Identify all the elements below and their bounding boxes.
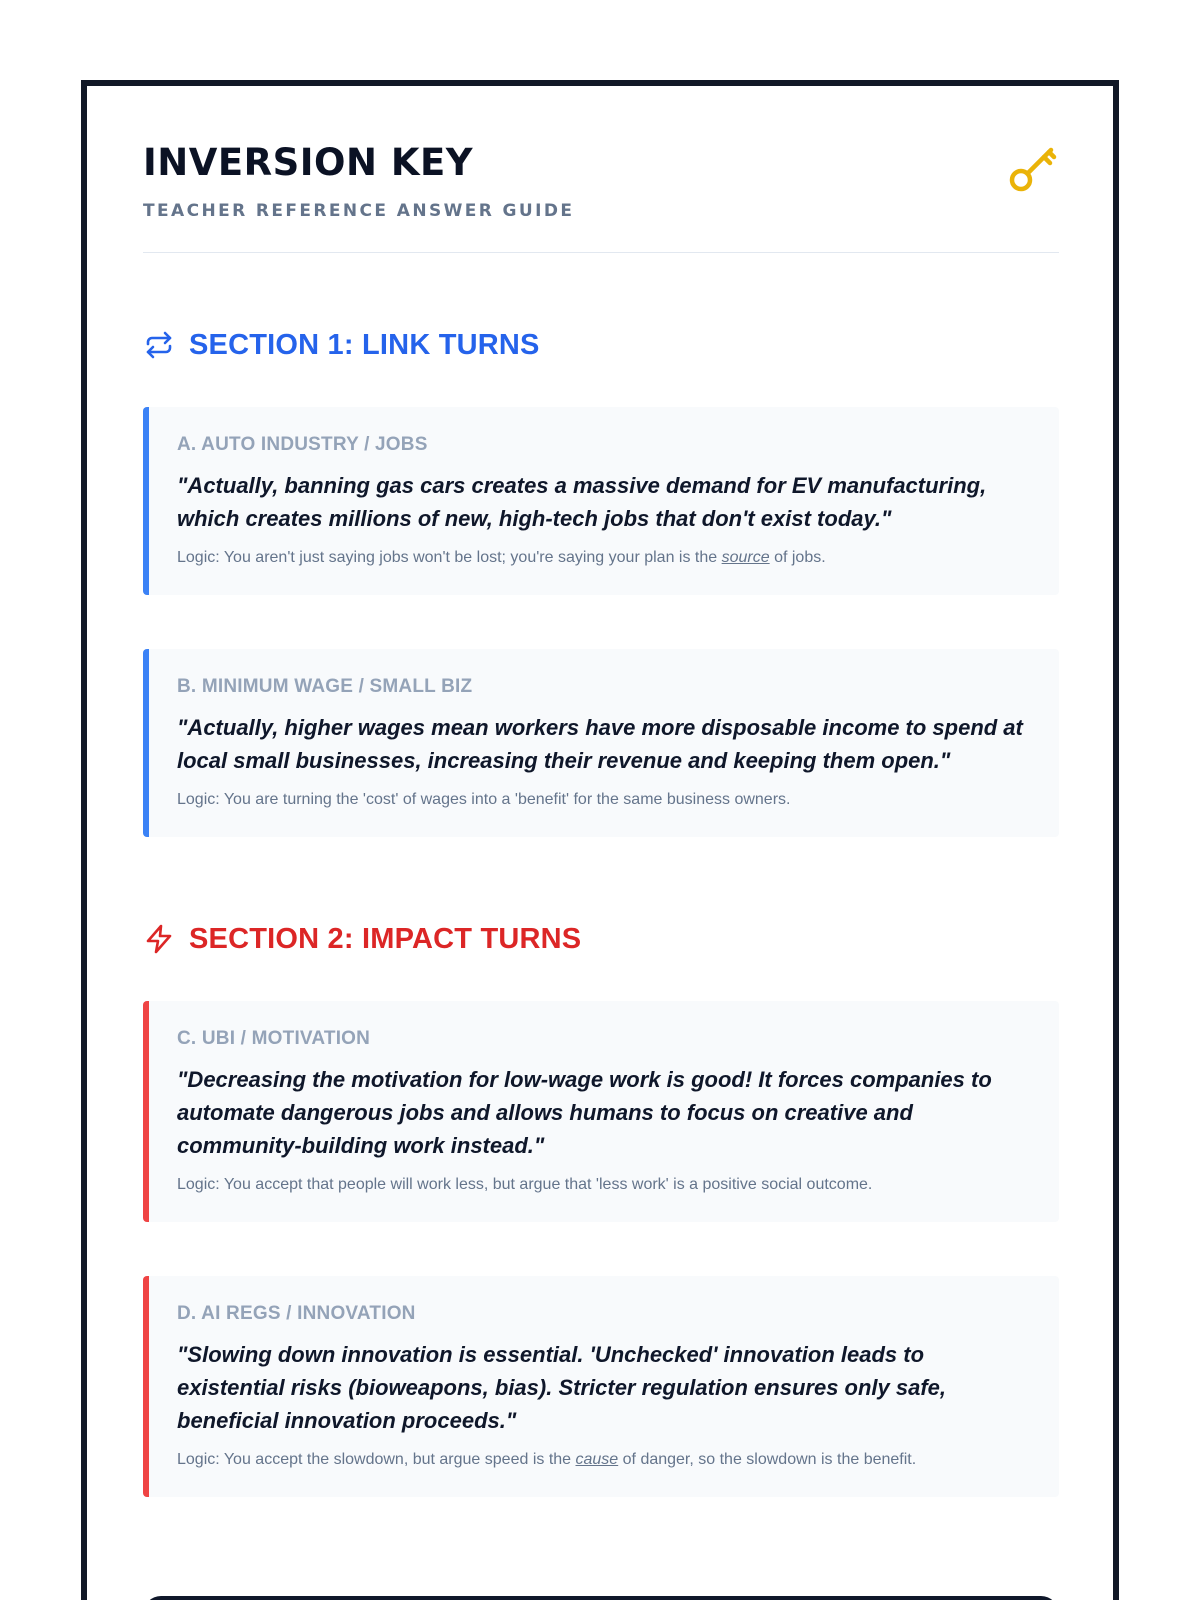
logic-emphasis: source (721, 549, 770, 566)
key-icon (1007, 142, 1059, 194)
card-label: B. MINIMUM WAGE / SMALL BIZ (177, 676, 473, 697)
logic-text-end: of danger, so the slowdown is the benefit. (618, 1451, 917, 1468)
section-2-title: SECTION 2: IMPACT TURNS (189, 922, 582, 955)
page-title: INVERSION KEY (143, 141, 474, 184)
card-quote: "Actually, higher wages mean workers have more disposable income to spend at local small businesses, increasing their revenue and keeping them open." (177, 715, 1023, 773)
section-1-title: SECTION 1: LINK TURNS (189, 328, 540, 361)
answer-card-c (143, 1001, 1059, 1222)
answer-card-a (143, 407, 1059, 595)
logic-emphasis: cause (575, 1451, 619, 1468)
card-logic: Logic: You accept that people will work less, but argue that 'less work' is a positive social outcome. (177, 1176, 873, 1193)
logic-text-end: of jobs. (769, 549, 826, 566)
section-1-heading (143, 325, 1059, 365)
card-quote: "Decreasing the motivation for low-wage work is good! It forces companies to automate dangerous jobs and allows humans to focus on creative and community-building work instead." (177, 1067, 992, 1158)
logic-text: Logic: You aren't just saying jobs won't be lost; you're saying your plan is the (177, 549, 722, 566)
answer-guide-sheet (81, 80, 1119, 1600)
card-logic (177, 547, 1029, 569)
logic-text: Logic: You accept the slowdown, but argue speed is the (177, 1451, 576, 1468)
card-label: D. AI REGS / INNOVATION (177, 1303, 416, 1324)
card-logic: Logic: You are turning the 'cost' of wages into a 'benefit' for the same business owners. (177, 791, 791, 808)
card-label: A. AUTO INDUSTRY / JOBS (177, 434, 428, 455)
card-label: C. UBI / MOTIVATION (177, 1028, 371, 1049)
answer-card-b (143, 649, 1059, 837)
answer-card-d (143, 1276, 1059, 1497)
section-2-heading (143, 919, 1059, 959)
card-quote: "Actually, banning gas cars creates a massive demand for EV manufacturing, which creates millions of new, high-tech jobs that don't exist today." (177, 473, 987, 531)
sheet-content (143, 86, 1059, 1497)
page-header (143, 86, 1059, 253)
card-quote: "Slowing down innovation is essential. 'Unchecked' innovation leads to existential risks (bioweapons, bias). Stricter regulation ensures only safe, beneficial innovation proceeds." (177, 1342, 947, 1433)
repeat-arrows-icon (143, 329, 175, 361)
card-logic (177, 1449, 1029, 1471)
footer-bar (143, 1596, 1059, 1600)
page-subtitle: TEACHER REFERENCE ANSWER GUIDE (143, 201, 575, 221)
lightning-bolt-icon (143, 923, 175, 955)
